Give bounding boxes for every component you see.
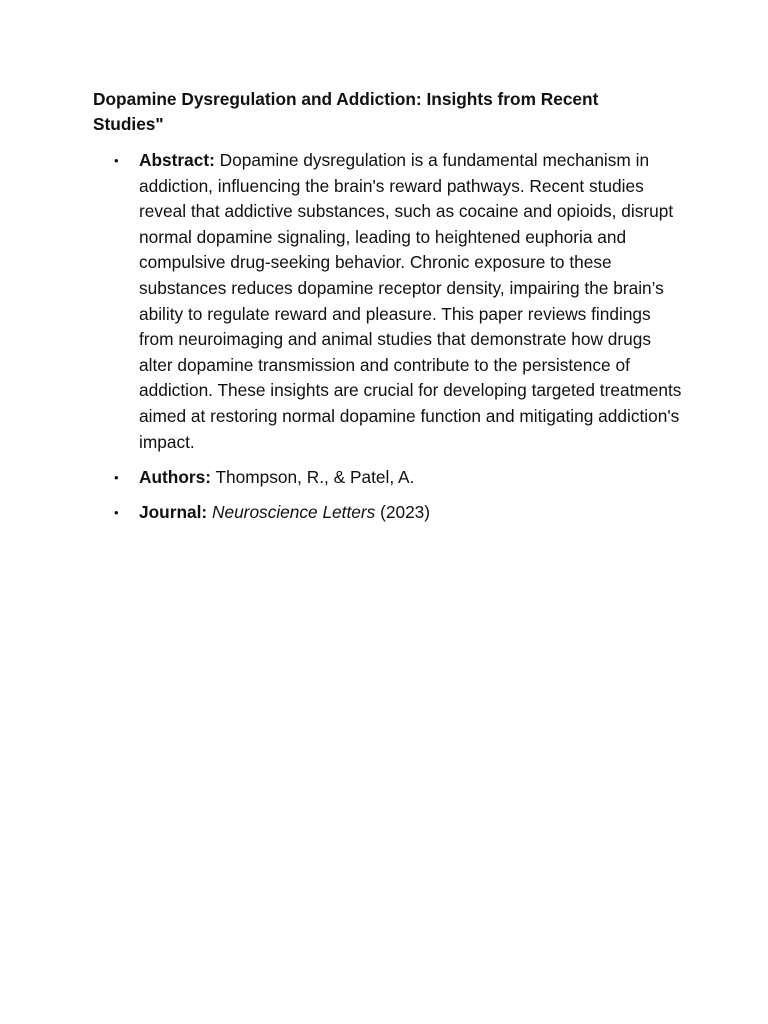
- bullet-icon: •: [114, 469, 119, 485]
- abstract-label: Abstract:: [139, 150, 215, 170]
- journal-item: [93, 500, 683, 526]
- authors-item: [93, 465, 683, 491]
- document-title: Dopamine Dysregulation and Addiction: Insights from Recent Studies": [93, 89, 599, 134]
- journal-label: Journal:: [139, 501, 208, 522]
- abstract-item: [93, 148, 683, 455]
- bullet-icon: •: [114, 504, 119, 520]
- journal-name: Neuroscience Letters: [211, 501, 376, 522]
- details-list: [93, 148, 683, 535]
- authors-text: Thompson, R., & Patel, A.: [215, 466, 415, 487]
- journal-year: (2023): [380, 501, 431, 522]
- bullet-icon: •: [114, 153, 119, 168]
- abstract-text: Dopamine dysregulation is a fundamental mechanism in addiction, influencing the brain's reward pathways. Recent studies reveal that addictive substances, such as cocaine and opioids, disrupt normal dopamine signaling, leading to heightened euphoria and compulsive drug-seeking behavior. Chronic exposure to these substances reduces dopamine receptor density, impairing the brain’s ability to regulate reward and pleasure. This paper reviews findings from neuroimaging and animal studies that demonstrate how drugs alter dopamine transmission and contribute to the persistence of addiction. These insights are crucial for developing targeted treatments aimed at restoring normal dopamine function and mitigating addiction's impact.: [139, 150, 682, 452]
- authors-label: Authors:: [139, 466, 211, 487]
